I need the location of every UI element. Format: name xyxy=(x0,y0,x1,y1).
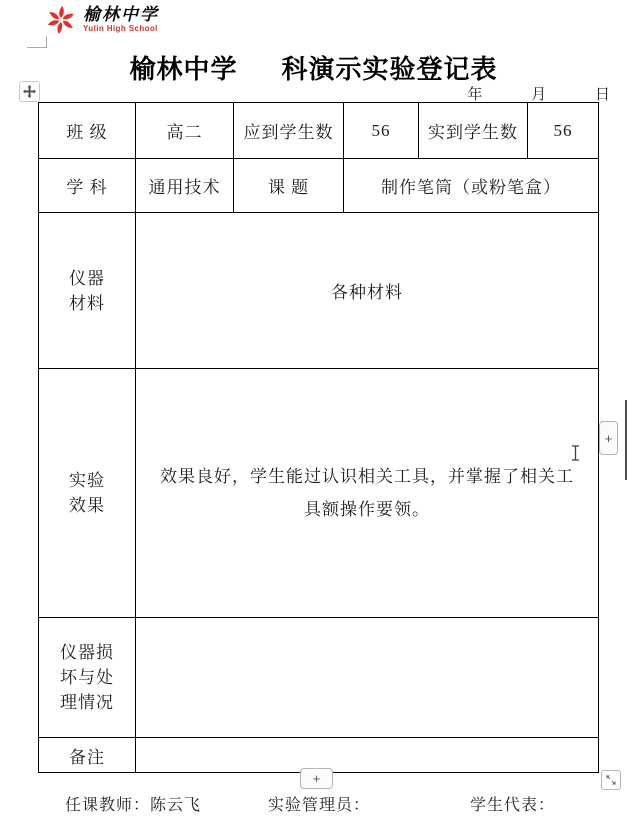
subject-label-cell: 学 科 xyxy=(39,159,136,213)
school-name-en: Yulin High School xyxy=(83,24,158,33)
remarks-label-cell: 备注 xyxy=(39,738,136,773)
damage-value-cell[interactable] xyxy=(136,618,599,738)
student-signature: 学生代表： xyxy=(470,797,556,814)
margin-corner-mark xyxy=(27,36,47,48)
insert-row-button[interactable]: + xyxy=(300,768,333,789)
table-row xyxy=(39,213,599,369)
text-cursor-icon xyxy=(570,445,581,461)
table-row xyxy=(39,369,599,618)
materials-label-cell: 仪器 材料 xyxy=(39,213,136,369)
remarks-value-cell[interactable] xyxy=(136,738,599,773)
subject-value-cell[interactable]: 通用技术 xyxy=(136,159,234,213)
resize-arrows-icon xyxy=(605,774,617,786)
school-logo xyxy=(46,5,159,35)
materials-value-cell[interactable]: 各种材料 xyxy=(136,213,599,369)
teacher-signature: 任课教师：陈云飞 xyxy=(65,797,202,814)
damage-label-cell: 仪器损 坏与处 理情况 xyxy=(39,618,136,738)
move-cross-icon xyxy=(23,85,36,98)
expected-students-value-cell[interactable]: 56 xyxy=(344,103,419,159)
date-line xyxy=(0,83,610,104)
topic-value-cell[interactable]: 制作笔筒（或粉笔盒） xyxy=(344,159,599,213)
school-name-cn: 榆林中学 xyxy=(83,5,159,24)
class-label-cell: 班 级 xyxy=(39,103,136,159)
year-label: 年 xyxy=(467,87,483,103)
title-main: 科演示实验登记表 xyxy=(281,54,498,84)
actual-students-value-cell[interactable]: 56 xyxy=(528,103,599,159)
insert-column-button[interactable]: + xyxy=(599,421,618,455)
expected-students-label-cell: 应到学生数 xyxy=(234,103,344,159)
topic-label-cell: 课 题 xyxy=(234,159,344,213)
manager-signature: 实验管理员： xyxy=(268,797,371,814)
month-label: 月 xyxy=(531,87,547,103)
table-row xyxy=(39,103,599,159)
table-move-handle[interactable] xyxy=(19,81,40,102)
table-resize-handle[interactable] xyxy=(601,770,621,790)
table-row xyxy=(39,159,599,213)
page-title xyxy=(0,49,627,86)
registration-table xyxy=(38,102,599,773)
title-prefix: 榆林中学 xyxy=(129,54,238,84)
class-value-cell[interactable]: 高二 xyxy=(136,103,234,159)
effect-value-cell[interactable]: 效果良好，学生能过认识相关工具，并掌握了相关工 具额操作要领。 xyxy=(136,369,599,618)
school-logo-flower-icon xyxy=(46,5,78,35)
day-label: 日 xyxy=(594,87,610,103)
table-row xyxy=(39,618,599,738)
effect-label-cell: 实验 效果 xyxy=(39,369,136,618)
actual-students-label-cell: 实到学生数 xyxy=(419,103,528,159)
